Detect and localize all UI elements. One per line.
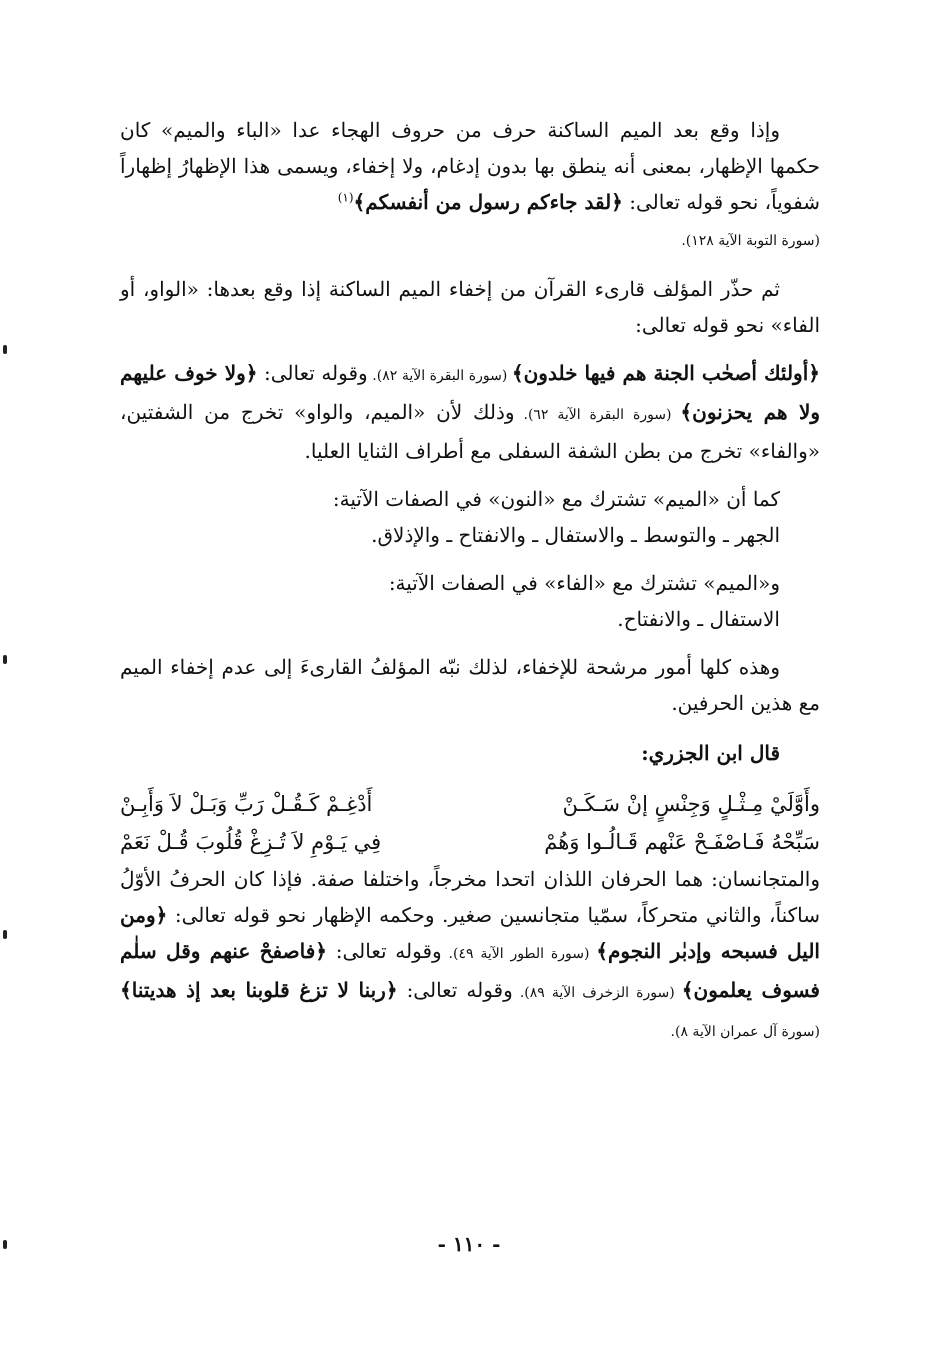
scan-edge-mark — [3, 1240, 7, 1249]
paragraph-summary — [120, 649, 820, 721]
paragraph-examples — [120, 355, 820, 469]
surah-reference: (سورة التوبة الآية ١٢٨). — [681, 233, 820, 249]
paragraph-faa-attributes — [120, 565, 820, 637]
section-heading: قال ابن الجزري: — [641, 741, 780, 765]
surah-reference: (سورة البقرة الآية ٦٢). — [514, 407, 681, 423]
paragraph-line: الاستفال ـ والانفتاح. — [617, 607, 780, 631]
surah-reference: (سورة البقرة الآية ٨٢). — [367, 368, 512, 384]
footnote-marker: (١) — [337, 190, 354, 205]
scan-edge-mark — [3, 655, 7, 664]
quran-quote: ﴿أولئك أصحٰب الجنة هم فيها خلدون﴾ — [511, 361, 820, 385]
paragraph-text: وقوله تعالى: — [327, 939, 442, 963]
paragraph-mutajanisan — [120, 861, 820, 1050]
page-body — [120, 112, 820, 1062]
paragraph-izhar-shafawi — [120, 112, 820, 259]
verse-row — [120, 823, 820, 861]
verse-hemistich: فِي يَـوْمِ لاَ تُـزِغْ قُلُوبَ قُـلْ نَعَمْ — [120, 830, 382, 854]
scan-edge-mark — [3, 345, 7, 354]
quran-quote: ﴿ولا خوف عليهم ولا هم يحزنون﴾ — [120, 361, 821, 424]
poem-verses — [120, 785, 820, 861]
surah-reference: (سورة آل عمران الآية ٨). — [670, 1024, 820, 1040]
page-number: - ١١٠ - — [437, 1232, 501, 1256]
verse-row — [120, 785, 820, 823]
paragraph-line: و«الميم» تشترك مع «الفاء» في الصفات الآتية: — [388, 571, 780, 595]
paragraph-text: وقوله تعالى: — [397, 978, 513, 1002]
verse-hemistich: وأَوَّلَيْ مِـثْـلٍ وَجِنْسٍ إنْ سَـكَـنْ — [562, 792, 820, 816]
paragraph-noon-attributes — [120, 481, 820, 553]
quran-quote: ﴿ومن اليل فسبحه وإدبٰر النجوم﴾ — [120, 903, 820, 963]
verse-hemistich: أَدْغِـمْ كَـقُـلْ رَبِّ وَبَـلْ لاَ وَأَبِـنْ — [120, 792, 373, 816]
quran-quote: ﴿لقد جاءكم رسول من أنفسكم﴾ — [353, 190, 623, 214]
paragraph-text: وهذه كلها أمور مرشحة للإخفاء، لذلك نبّه المؤلفُ القارىءَ إلى عدم إخفاء الميم مع هذين الحرفين. — [120, 655, 820, 715]
paragraph-warning — [120, 271, 820, 343]
surah-reference: (سورة الطور الآية ٤٩). — [441, 946, 597, 962]
paragraph-text: وذلك لأن «الميم، والواو» تخرج من الشفتين، «والفاء» تخرج من بطن الشفة السفلى مع أطراف الثنايا العليا. — [120, 400, 820, 463]
paragraph-line: كما أن «الميم» تشترك مع «النون» في الصفات الآتية: — [332, 487, 780, 511]
paragraph-text: والمتجانسان: هما الحرفان اللذان اتحدا مخرجاً، واختلفا صفة. فإذا كان الحرفُ الأوّلُ ساكناً، والثاني متحركاً، سمّيا متجانسين صغير. وحكمه الإظهار نحو قوله تعالى: — [120, 867, 820, 927]
paragraph-text: وقوله تعالى: — [257, 361, 368, 385]
paragraph-line: الجهر ـ والتوسط ـ والاستفال ـ والانفتاح ـ والإذلاق. — [371, 523, 780, 547]
surah-reference: (سورة الزخرف الآية ٨٩). — [512, 985, 682, 1001]
quran-quote: ﴿ربنا لا تزغ قلوبنا بعد إذ هديتنا﴾ — [120, 978, 398, 1002]
scan-edge-mark — [3, 930, 7, 939]
quran-quote: ﴿فاصفحْ عنهم وقل سلٰم فسوف يعلمون﴾ — [120, 939, 820, 1002]
verse-hemistich: سَبِّحْهُ فَـاصْفَـحْ عَنْهم قَـالُـوا وَهُمْ — [544, 830, 820, 854]
paragraph-text: وإذا وقع بعد الميم الساكنة حرف من حروف الهجاء عدا «الباء والميم» كان حكمها الإظهار، بمعنى أنه ينطق بها بدون إدغام، ولا إخفاء، ويسمى هذا الإظهارُ إظهاراً شفوياً، نحو قوله تعالى: — [120, 118, 820, 214]
paragraph-text: ثم حذّر المؤلف قارىء القرآن من إخفاء الميم الساكنة إذا وقع بعدها: «الواو، أو الفاء» نحو قوله تعالى: — [120, 277, 820, 337]
